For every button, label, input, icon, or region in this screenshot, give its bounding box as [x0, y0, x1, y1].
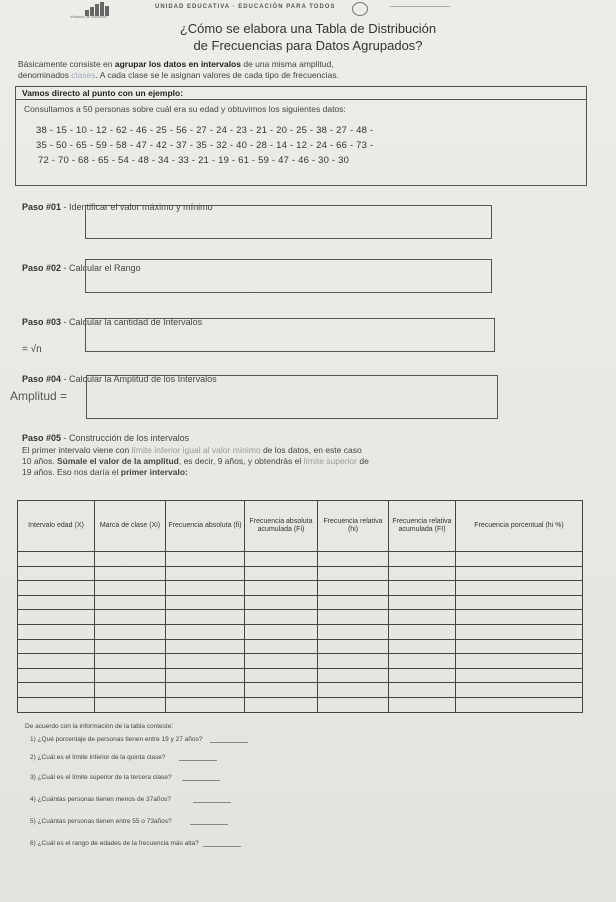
- table-cell[interactable]: [18, 595, 95, 610]
- page-title-line1: ¿Cómo se elabora una Tabla de Distribución: [179, 21, 437, 36]
- table-cell[interactable]: [95, 566, 166, 581]
- table-cell[interactable]: [166, 595, 245, 610]
- table-cell[interactable]: [95, 654, 166, 669]
- table-row: [18, 581, 583, 596]
- page-header: [60, 2, 520, 20]
- table-cell[interactable]: [245, 654, 318, 669]
- table-cell[interactable]: [95, 552, 166, 567]
- table-cell[interactable]: [318, 639, 389, 654]
- table-row: [18, 697, 583, 712]
- col-header: Frecuencia relativa acumulada (FI): [389, 501, 456, 552]
- table-cell[interactable]: [166, 566, 245, 581]
- table-cell[interactable]: [95, 668, 166, 683]
- table-cell[interactable]: [456, 697, 583, 712]
- col-header: Frecuencia porcentual (hi %): [456, 501, 583, 552]
- answer-line[interactable]: [190, 823, 228, 825]
- table-cell[interactable]: [95, 595, 166, 610]
- table-cell[interactable]: [389, 639, 456, 654]
- table-cell[interactable]: [318, 595, 389, 610]
- table-cell[interactable]: [456, 639, 583, 654]
- table-cell[interactable]: [18, 683, 95, 698]
- step-5-title: Paso #05 - Construcción de los intervalos: [22, 433, 190, 443]
- amplitud-label: Amplitud =: [10, 389, 68, 403]
- table-cell[interactable]: [166, 552, 245, 567]
- table-row: [18, 683, 583, 698]
- table-cell[interactable]: [318, 668, 389, 683]
- table-cell[interactable]: [389, 552, 456, 567]
- col-header: Frecuencia absoluta (fi): [166, 501, 245, 552]
- example-data-line: 35 - 50 - 65 - 59 - 58 - 47 - 42 - 37 - 35 - 32 - 40 - 28 - 14 - 12 - 24 - 66 - 73 -: [36, 140, 374, 151]
- step-1-title: Paso #01 - Identificar el valor máximo y mínimo: [22, 202, 213, 212]
- example-box: [15, 86, 587, 186]
- questions-intro: De acuerdo con la información de la tabla conteste:: [25, 723, 174, 730]
- table-cell[interactable]: [166, 683, 245, 698]
- table-row: [18, 552, 583, 567]
- table-row: [18, 639, 583, 654]
- table-cell[interactable]: [245, 624, 318, 639]
- table-cell[interactable]: [95, 639, 166, 654]
- step-2-title: Paso #02 - Calcular el Rango: [22, 263, 141, 273]
- col-header: Marca de clase (Xi): [95, 501, 166, 552]
- table-cell[interactable]: [95, 624, 166, 639]
- table-cell[interactable]: [318, 697, 389, 712]
- table-cell[interactable]: [389, 624, 456, 639]
- table-cell[interactable]: [245, 581, 318, 596]
- table-cell[interactable]: [18, 654, 95, 669]
- table-cell[interactable]: [456, 595, 583, 610]
- question-item: 2) ¿Cuál es el límite inferior de la quinta clase?: [30, 754, 217, 761]
- ministry-logo-icon: [85, 2, 109, 16]
- answer-line[interactable]: [193, 801, 231, 803]
- answer-line[interactable]: [179, 759, 217, 761]
- table-cell[interactable]: [318, 610, 389, 625]
- table-cell[interactable]: [18, 639, 95, 654]
- table-cell[interactable]: [389, 566, 456, 581]
- table-cell[interactable]: [456, 624, 583, 639]
- table-cell[interactable]: [166, 639, 245, 654]
- step-3-title: Paso #03 - Calcular la cantidad de Intervalos: [22, 317, 203, 327]
- table-cell[interactable]: [95, 683, 166, 698]
- sqrt-n-formula: = √n: [22, 344, 42, 355]
- col-header: Intervalo edad (X): [18, 501, 95, 552]
- example-data-line: 38 - 15 - 10 - 12 - 62 - 46 - 25 - 56 - 27 - 24 - 23 - 21 - 20 - 25 - 38 - 27 - 48 -: [36, 125, 374, 136]
- table-cell[interactable]: [18, 697, 95, 712]
- table-cell[interactable]: [318, 581, 389, 596]
- step-5-paragraph: El primer intervalo viene con límite inferior igual al valor mínimo de los datos, en este caso 10 años. Súmale el valor de la amplitud, es decir, 9 años, y obtendrás el límite superior de 19 años. Eso nos daría el primer intervalo:: [22, 445, 369, 477]
- table-cell[interactable]: [389, 581, 456, 596]
- table-cell[interactable]: [318, 566, 389, 581]
- step-4-answer-box[interactable]: [86, 375, 498, 419]
- table-cell[interactable]: [389, 610, 456, 625]
- header-rule: [390, 6, 450, 7]
- table-cell[interactable]: [318, 654, 389, 669]
- table-cell[interactable]: [166, 697, 245, 712]
- table-cell[interactable]: [456, 654, 583, 669]
- table-cell[interactable]: [318, 552, 389, 567]
- question-item: 6) ¿Cuál es el rango de edades de la frecuencia más alta?: [30, 840, 241, 847]
- table-cell[interactable]: [389, 595, 456, 610]
- table-row: [18, 654, 583, 669]
- col-header: Frecuencia relativa (hi): [318, 501, 389, 552]
- step-1-answer-box[interactable]: [85, 205, 492, 239]
- table-cell[interactable]: [456, 566, 583, 581]
- school-seal-icon: [352, 2, 368, 16]
- table-cell[interactable]: [456, 552, 583, 567]
- table-cell[interactable]: [95, 610, 166, 625]
- answer-line[interactable]: [203, 845, 241, 847]
- table-cell[interactable]: [389, 697, 456, 712]
- table-cell[interactable]: [318, 624, 389, 639]
- question-item: 1) ¿Qué porcentaje de personas tienen entre 19 y 27 años?: [30, 736, 248, 743]
- question-item: 5) ¿Cuántas personas tienen entre 55 o 73años?: [30, 818, 228, 825]
- page-title-line2: de Frecuencias para Datos Agrupados?: [193, 38, 423, 53]
- table-cell[interactable]: [95, 581, 166, 596]
- question-item: 4) ¿Cuántas personas tienen menos de 37años?: [30, 796, 231, 803]
- step-4-title: Paso #04 - Calcular la Amplitud de los Intervalos: [22, 374, 217, 384]
- frequency-table: [17, 500, 583, 713]
- table-cell[interactable]: [318, 683, 389, 698]
- col-header: Frecuencia absoluta acumulada (Fi): [245, 501, 318, 552]
- table-cell[interactable]: [18, 581, 95, 596]
- table-cell[interactable]: [166, 581, 245, 596]
- table-cell[interactable]: [389, 668, 456, 683]
- table-cell[interactable]: [166, 610, 245, 625]
- table-cell[interactable]: [245, 552, 318, 567]
- table-cell[interactable]: [245, 697, 318, 712]
- school-header-text: UNIDAD EDUCATIVA · EDUCACIÓN PARA TODOS: [155, 4, 336, 10]
- table-cell[interactable]: [245, 639, 318, 654]
- table-cell[interactable]: [389, 683, 456, 698]
- table-cell[interactable]: [18, 566, 95, 581]
- ministry-caption: Ministerio de Educación: [70, 15, 108, 19]
- table-row: [18, 566, 583, 581]
- table-cell[interactable]: [18, 668, 95, 683]
- table-cell[interactable]: [245, 595, 318, 610]
- table-cell[interactable]: [166, 654, 245, 669]
- table-cell[interactable]: [245, 566, 318, 581]
- example-heading: Vamos directo al punto con un ejemplo:: [16, 87, 586, 100]
- table-cell[interactable]: [245, 610, 318, 625]
- table-row: [18, 624, 583, 639]
- step-2-answer-box[interactable]: [85, 259, 492, 293]
- table-cell[interactable]: [389, 654, 456, 669]
- table-cell[interactable]: [166, 668, 245, 683]
- table-cell[interactable]: [456, 610, 583, 625]
- table-header-row: [18, 501, 583, 552]
- question-item: 3) ¿Cuál es el límite superior de la tercera clase?: [30, 774, 220, 781]
- answer-line[interactable]: [210, 741, 248, 743]
- step-3-answer-box[interactable]: [85, 318, 495, 352]
- example-data-line: 72 - 70 - 68 - 65 - 54 - 48 - 34 - 33 - 21 - 19 - 61 - 59 - 47 - 46 - 30 - 30: [38, 155, 350, 166]
- table-cell[interactable]: [95, 697, 166, 712]
- table-cell[interactable]: [18, 610, 95, 625]
- intro-paragraph: Básicamente consiste en agrupar los datos en intervalos de una misma amplitud, denominados clases. A cada clase se le asignan valores de cada tipo de frecuencias.: [18, 59, 339, 80]
- table-row: [18, 610, 583, 625]
- table-row: [18, 668, 583, 683]
- table-cell[interactable]: [456, 683, 583, 698]
- table-cell[interactable]: [166, 624, 245, 639]
- table-cell[interactable]: [18, 552, 95, 567]
- table-cell[interactable]: [245, 683, 318, 698]
- table-cell[interactable]: [18, 624, 95, 639]
- example-description: Consultamos a 50 personas sobre cuál era su edad y obtuvimos los siguientes datos:: [24, 104, 346, 114]
- table-row: [18, 595, 583, 610]
- answer-line[interactable]: [182, 779, 220, 781]
- table-cell[interactable]: [456, 668, 583, 683]
- table-cell[interactable]: [245, 668, 318, 683]
- table-cell[interactable]: [456, 581, 583, 596]
